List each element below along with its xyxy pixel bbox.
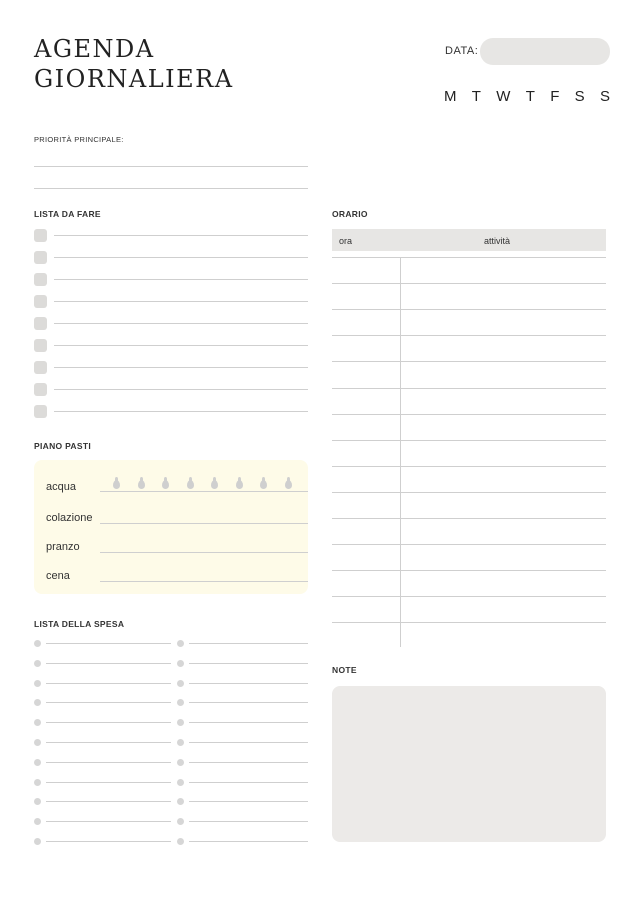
todo-checkbox[interactable] bbox=[34, 273, 47, 286]
weekday-5[interactable]: S bbox=[574, 88, 585, 105]
todo-item bbox=[34, 361, 308, 374]
shopping-item bbox=[177, 779, 308, 787]
bullet-icon bbox=[34, 660, 41, 667]
shopping-line[interactable] bbox=[46, 762, 171, 763]
bullet-icon bbox=[177, 719, 184, 726]
shopping-item bbox=[34, 779, 171, 787]
weekday-3[interactable]: T bbox=[525, 88, 535, 105]
todo-line[interactable] bbox=[54, 411, 308, 412]
todo-item bbox=[34, 317, 308, 330]
weekday-2[interactable]: W bbox=[496, 88, 511, 105]
shopping-item bbox=[177, 680, 308, 688]
shopping-line[interactable] bbox=[189, 801, 308, 802]
shopping-item bbox=[177, 640, 308, 648]
bullet-icon bbox=[177, 759, 184, 766]
water-drop-icon[interactable] bbox=[260, 480, 267, 489]
shopping-item bbox=[177, 838, 308, 846]
todo-checkbox[interactable] bbox=[34, 339, 47, 352]
meal-plan-box bbox=[34, 460, 308, 594]
bullet-icon bbox=[34, 680, 41, 687]
shopping-item bbox=[177, 660, 308, 668]
bullet-icon bbox=[34, 759, 41, 766]
water-drop-icon[interactable] bbox=[113, 480, 120, 489]
todo-checkbox[interactable] bbox=[34, 229, 47, 242]
todo-line[interactable] bbox=[54, 345, 308, 346]
water-drop-icon[interactable] bbox=[138, 480, 145, 489]
todo-line[interactable] bbox=[54, 323, 308, 324]
todo-line[interactable] bbox=[54, 301, 308, 302]
todo-item bbox=[34, 339, 308, 352]
bullet-icon bbox=[34, 838, 41, 845]
todo-checkbox[interactable] bbox=[34, 317, 47, 330]
todo-line[interactable] bbox=[54, 367, 308, 368]
bullet-icon bbox=[34, 739, 41, 746]
todo-line[interactable] bbox=[54, 389, 308, 390]
shopping-line[interactable] bbox=[46, 663, 171, 664]
bullet-icon bbox=[34, 699, 41, 706]
shopping-item bbox=[34, 680, 171, 688]
priority-label: PRIORITÀ PRINCIPALE: bbox=[34, 135, 124, 144]
todo-checkbox[interactable] bbox=[34, 383, 47, 396]
bullet-icon bbox=[34, 719, 41, 726]
todo-line[interactable] bbox=[54, 235, 308, 236]
shopping-line[interactable] bbox=[189, 643, 308, 644]
shopping-line[interactable] bbox=[46, 821, 171, 822]
schedule-label: ORARIO bbox=[332, 209, 368, 219]
schedule-row-line[interactable] bbox=[332, 414, 606, 415]
todo-label: LISTA DA FARE bbox=[34, 209, 101, 219]
shopping-line[interactable] bbox=[189, 702, 308, 703]
weekday-selector bbox=[444, 88, 610, 105]
shopping-line[interactable] bbox=[189, 742, 308, 743]
bullet-icon bbox=[34, 798, 41, 805]
weekday-6[interactable]: S bbox=[599, 88, 610, 105]
shopping-line[interactable] bbox=[46, 801, 171, 802]
priority-line[interactable] bbox=[34, 166, 308, 167]
meal-plan-label: PIANO PASTI bbox=[34, 441, 91, 451]
shopping-item bbox=[34, 719, 171, 727]
shopping-line[interactable] bbox=[189, 821, 308, 822]
bullet-icon bbox=[34, 818, 41, 825]
date-label: DATA: bbox=[445, 45, 479, 57]
schedule-row-line[interactable] bbox=[332, 388, 606, 389]
shopping-list-label: LISTA DELLA SPESA bbox=[34, 619, 125, 629]
todo-item bbox=[34, 273, 308, 286]
meal-label-0: colazione bbox=[46, 512, 93, 524]
shopping-item bbox=[34, 818, 171, 826]
shopping-line[interactable] bbox=[189, 782, 308, 783]
title-line-1: AGENDA bbox=[34, 35, 155, 63]
bullet-icon bbox=[177, 660, 184, 667]
schedule-header bbox=[332, 229, 606, 251]
shopping-item bbox=[177, 818, 308, 826]
notes-area[interactable] bbox=[332, 686, 606, 842]
schedule-divider bbox=[400, 257, 401, 647]
schedule-row-line[interactable] bbox=[332, 309, 606, 310]
schedule-row-line[interactable] bbox=[332, 544, 606, 545]
schedule-row-line[interactable] bbox=[332, 257, 606, 258]
schedule-row-line[interactable] bbox=[332, 361, 606, 362]
meal-line[interactable] bbox=[100, 552, 308, 553]
shopping-line[interactable] bbox=[46, 841, 171, 842]
water-drop-icon[interactable] bbox=[285, 480, 292, 489]
notes-label: NOTE bbox=[332, 665, 357, 675]
water-drop-icon[interactable] bbox=[162, 480, 169, 489]
todo-item bbox=[34, 383, 308, 396]
meal-line[interactable] bbox=[100, 523, 308, 524]
bullet-icon bbox=[177, 699, 184, 706]
shopping-item bbox=[34, 759, 171, 767]
title-line-2: GIORNALIERA bbox=[34, 65, 234, 93]
shopping-line[interactable] bbox=[46, 683, 171, 684]
shopping-item bbox=[34, 640, 171, 648]
page-title bbox=[34, 34, 234, 94]
shopping-item bbox=[177, 719, 308, 727]
shopping-item bbox=[34, 798, 171, 806]
todo-item bbox=[34, 405, 308, 418]
priority-line[interactable] bbox=[34, 188, 308, 189]
weekday-4[interactable]: F bbox=[550, 88, 560, 105]
schedule-col-activity: attività bbox=[484, 236, 511, 246]
schedule-row-line[interactable] bbox=[332, 335, 606, 336]
todo-checkbox[interactable] bbox=[34, 361, 47, 374]
todo-line[interactable] bbox=[54, 279, 308, 280]
water-drop-icon[interactable] bbox=[236, 480, 243, 489]
shopping-item bbox=[34, 838, 171, 846]
todo-checkbox[interactable] bbox=[34, 405, 47, 418]
shopping-line[interactable] bbox=[46, 782, 171, 783]
meal-label-2: cena bbox=[46, 570, 70, 582]
shopping-line[interactable] bbox=[46, 742, 171, 743]
schedule-row-line[interactable] bbox=[332, 596, 606, 597]
shopping-item bbox=[177, 739, 308, 747]
shopping-item bbox=[177, 759, 308, 767]
meal-label-1: pranzo bbox=[46, 541, 80, 553]
shopping-line[interactable] bbox=[189, 663, 308, 664]
schedule-row-line[interactable] bbox=[332, 518, 606, 519]
bullet-icon bbox=[177, 798, 184, 805]
date-field[interactable] bbox=[480, 38, 610, 65]
water-drop-icon[interactable] bbox=[187, 480, 194, 489]
shopping-line[interactable] bbox=[189, 683, 308, 684]
bullet-icon bbox=[177, 640, 184, 647]
shopping-item bbox=[34, 660, 171, 668]
bullet-icon bbox=[177, 838, 184, 845]
todo-checkbox[interactable] bbox=[34, 295, 47, 308]
schedule-row-line[interactable] bbox=[332, 466, 606, 467]
todo-checkbox[interactable] bbox=[34, 251, 47, 264]
schedule-row-line[interactable] bbox=[332, 283, 606, 284]
water-drop-icon[interactable] bbox=[211, 480, 218, 489]
shopping-item bbox=[177, 798, 308, 806]
water-line bbox=[100, 491, 308, 492]
todo-item bbox=[34, 229, 308, 242]
shopping-line[interactable] bbox=[46, 702, 171, 703]
schedule-row-line[interactable] bbox=[332, 492, 606, 493]
meal-line[interactable] bbox=[100, 581, 308, 582]
weekday-0[interactable]: M bbox=[444, 88, 457, 105]
bullet-icon bbox=[177, 739, 184, 746]
schedule-row-line[interactable] bbox=[332, 440, 606, 441]
shopping-item bbox=[34, 699, 171, 707]
bullet-icon bbox=[34, 779, 41, 786]
todo-item bbox=[34, 295, 308, 308]
bullet-icon bbox=[177, 818, 184, 825]
weekday-1[interactable]: T bbox=[471, 88, 481, 105]
schedule-row-line[interactable] bbox=[332, 570, 606, 571]
shopping-line[interactable] bbox=[46, 722, 171, 723]
shopping-item bbox=[34, 739, 171, 747]
shopping-line[interactable] bbox=[189, 722, 308, 723]
bullet-icon bbox=[34, 640, 41, 647]
shopping-line[interactable] bbox=[189, 841, 308, 842]
bullet-icon bbox=[177, 779, 184, 786]
schedule-row-line[interactable] bbox=[332, 622, 606, 623]
todo-item bbox=[34, 251, 308, 264]
schedule-col-time: ora bbox=[339, 236, 353, 246]
shopping-item bbox=[177, 699, 308, 707]
shopping-line[interactable] bbox=[189, 762, 308, 763]
shopping-line[interactable] bbox=[46, 643, 171, 644]
bullet-icon bbox=[177, 680, 184, 687]
water-label: acqua bbox=[46, 481, 76, 493]
todo-line[interactable] bbox=[54, 257, 308, 258]
